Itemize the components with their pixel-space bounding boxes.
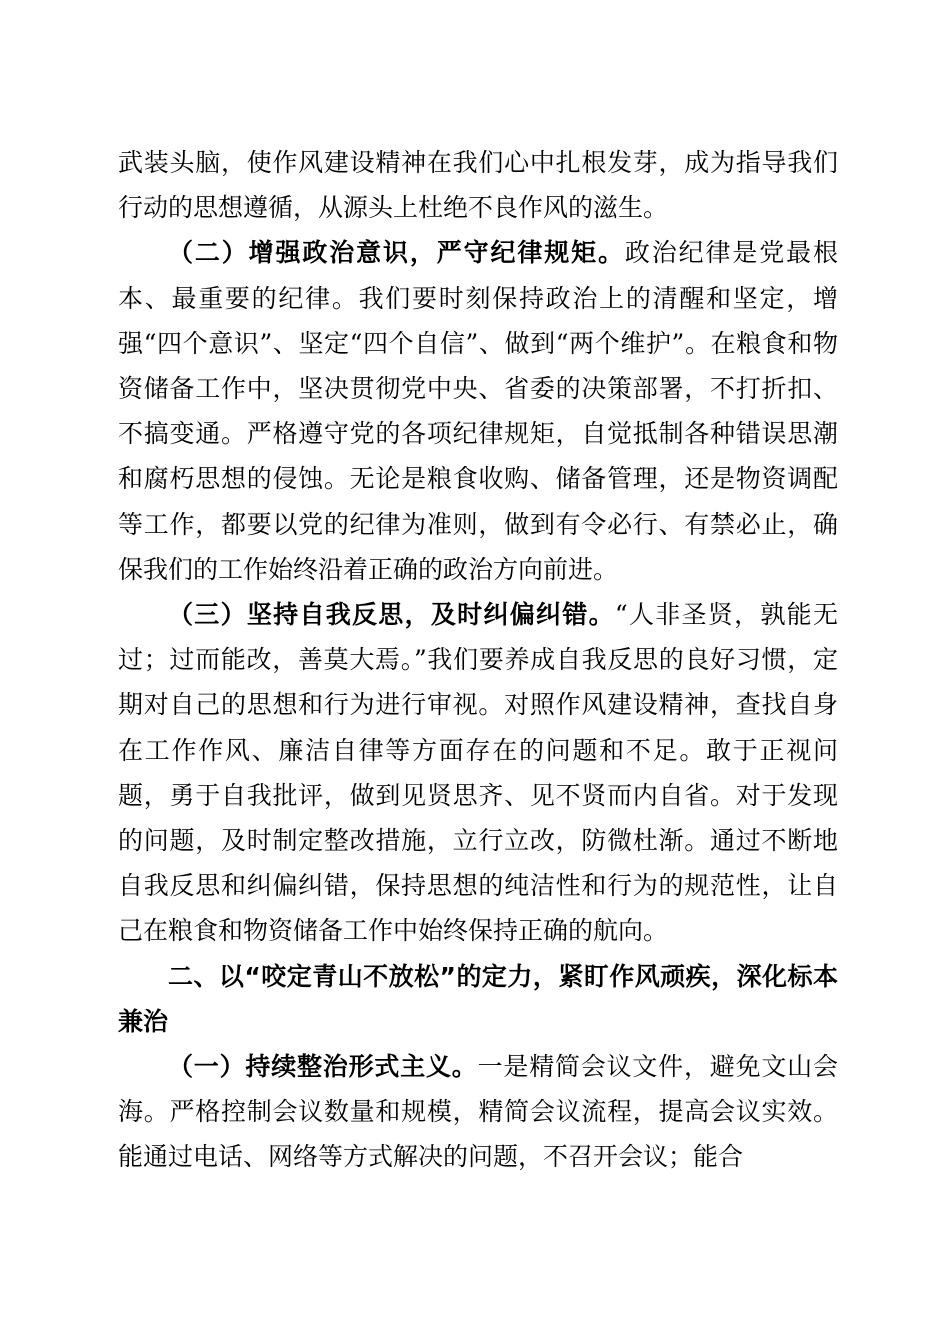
section-heading: 二、以“咬定青山不放松”的定力，紧盯作风顽疾，深化标本兼治 — [118, 961, 838, 1036]
paragraph-lead: （三）坚持自我反思，及时纠偏纠错。 — [168, 600, 615, 630]
paragraph-lead: （二）增强政治意识，严守纪律规矩。 — [168, 238, 625, 268]
paragraph-formalism — [118, 1044, 838, 1180]
paragraph-text: 一是精简会议文件，避免文山会海。严格控制会议数量和规模，精简会议流程，提高会议实效。能通过电话、网络等方式解决的问题，不召开会议；能合 — [118, 1052, 838, 1172]
paragraph-self-reflection — [118, 592, 838, 954]
paragraph-continuation — [118, 140, 838, 230]
paragraph-text: 政治纪律是党最根本、最重要的纪律。我们要时刻保持政治上的清醒和坚定，增强“四个意识”、坚定“四个自信”、做到“两个维护”。在粮食和物资储备工作中，坚决贯彻党中央、省委的决策部署，不打折扣、不搞变通。严格遵守党的各项纪律规矩，自觉抵制各种错误思潮和腐朽思想的侵蚀。无论是粮食收购、储备管理，还是物资调配等工作，都要以党的纪律为准则，做到有令必行、有禁必止，确保我们的工作始终沿着正确的政治方向前进。 — [118, 238, 838, 584]
paragraph-text: 武装头脑，使作风建设精神在我们心中扎根发芽，成为指导我们行动的思想遵循，从源头上杜绝不良作风的滋生。 — [118, 148, 838, 223]
paragraph-lead: （一）持续整治形式主义。 — [168, 1052, 478, 1082]
paragraph-text: “人非圣贤，孰能无过；过而能改，善莫大焉。”我们要养成自我反思的良好习惯，定期对自己的思想和行为进行审视。对照作风建设精神，查找自身在工作作风、廉洁自律等方面存在的问题和不足。敢于正视问题，勇于自我批评，做到见贤思齐、见不贤而内自省。对于发现的问题，及时制定整改措施，立行立改，防微杜渐。通过不断地自我反思和纠偏纠错，保持思想的纯洁性和行为的规范性，让自己在粮食和物资储备工作中始终保持正确的航向。 — [118, 600, 838, 946]
document-page — [118, 140, 838, 1180]
paragraph-discipline — [118, 230, 838, 592]
